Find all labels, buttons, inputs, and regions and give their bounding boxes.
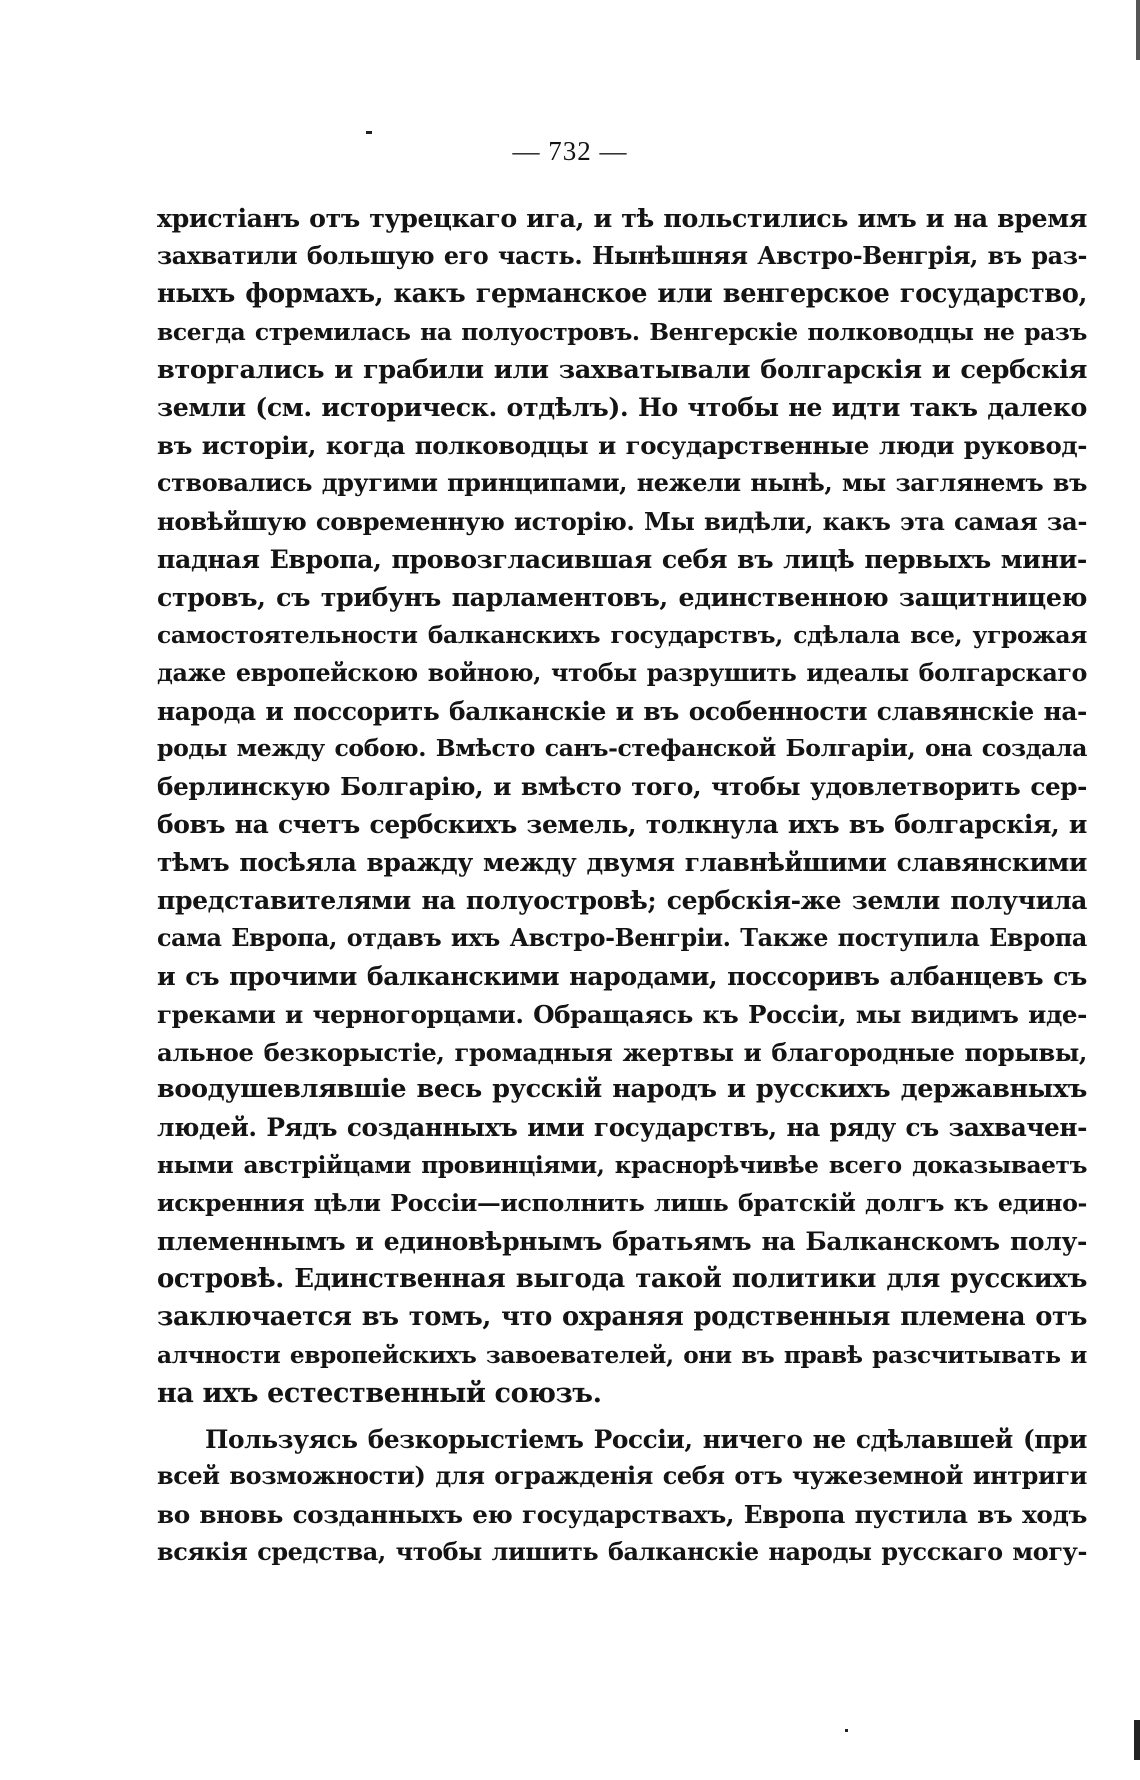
paragraph: [157, 200, 1087, 1413]
paragraph-gap: [157, 1413, 1087, 1421]
text-line: альное безкорыстіе, громадныя жертвы и благородные порывы,: [157, 1037, 1087, 1067]
text-line: во вновь созданныхъ ею государствахъ, Европа пустила въ ходъ: [157, 1500, 1087, 1530]
text-line: и съ прочими балканскими народами, поссоривъ албанцевъ съ: [157, 960, 1087, 991]
scan-speck: [366, 131, 372, 134]
paragraph: [157, 1421, 1087, 1573]
text-line: заключается въ томъ, что охраняя родственныя племена отъ: [157, 1301, 1087, 1332]
text-line: падная Европа, провозгласившая себя въ лицѣ первыхъ мини-: [157, 544, 1087, 575]
text-line: племеннымъ и единовѣрнымъ братьямъ на Балканскомъ полу-: [157, 1226, 1087, 1257]
text-line: ныхъ формахъ, какъ германское или венгерское государство,: [157, 278, 1087, 309]
text-line: тѣмъ посѣяла вражду между двумя главнѣйшими славянскими: [157, 848, 1087, 878]
text-line: ными австрійцами провинціями, краснорѣчивѣе всего доказываетъ: [157, 1152, 1087, 1180]
text-line: всей возможности) для огражденія себя отъ чужеземной интриги: [157, 1462, 1087, 1491]
text-line: христіанъ отъ турецкаго ига, и тѣ польстились имъ и на время: [157, 203, 1087, 233]
text-line: роды между собою. Вмѣсто санъ-стефанской Болгаріи, она создала: [157, 734, 1087, 763]
text-line: всякія средства, чтобы лишить балканскіе народы русскаго могу-: [157, 1538, 1087, 1567]
text-line: на ихъ естественный союзъ.: [157, 1377, 602, 1409]
body-text: [157, 200, 1087, 1572]
text-line: берлинскую Болгарію, и вмѣсто того, чтобы удовлетворить сер-: [157, 772, 1087, 802]
text-line: искренния цѣли Россіи—исполнить лишь братскій долгъ къ едино-: [157, 1189, 1087, 1218]
page-number: — 732 —: [512, 136, 628, 166]
text-line: греками и черногорцами. Обращаясь къ Россіи, мы видимъ иде-: [157, 999, 1087, 1029]
scan-speck: [845, 1729, 848, 1732]
text-line: сама Европа, отдавъ ихъ Австро-Венгріи. Также поступила Европа: [157, 923, 1087, 952]
text-line: земли (см. историческ. отдѣлъ). Но чтобы не идти такъ далеко: [157, 392, 1087, 423]
text-line: въ исторіи, когда полководцы и государственные люди руковод-: [157, 431, 1087, 461]
text-line: даже европейскою войною, чтобы разрушить идеалы болгарскаго: [157, 658, 1087, 687]
text-line: вторгались и грабили или захватывали болгарскія и сербскія: [157, 354, 1087, 385]
text-line: представителями на полуостровѣ; сербскія-же земли получила: [157, 885, 1087, 916]
text-line: ствовались другими принципами, нежели нынѣ, мы заглянемъ въ: [157, 469, 1087, 498]
text-line: стровъ, съ трибунъ парламентовъ, единственною защитницею: [157, 581, 1087, 612]
text-line: людей. Рядъ созданныхъ ими государствъ, на ряду съ захвачен-: [157, 1113, 1087, 1143]
scan-edge-mark: [1134, 1720, 1140, 1760]
scan-edge-mark: [1136, 0, 1140, 60]
text-line: воодушевлявшіе весь русскій народъ и русскихъ державныхъ: [157, 1074, 1087, 1105]
text-line: Пользуясь безкорыстіемъ Россіи, ничего не сдѣлавшей (при: [205, 1424, 1087, 1454]
text-line: захватили большую его часть. Нынѣшняя Австро-Венгрія, въ раз-: [157, 241, 1087, 270]
text-line: новѣйшую современную исторію. Мы видѣли, какъ эта самая за-: [157, 507, 1087, 537]
text-line: островѣ. Единственная выгода такой политики для русскихъ: [157, 1263, 1087, 1294]
text-line: алчности европейскихъ завоевателей, они въ правѣ разсчитывать и: [157, 1341, 1087, 1369]
text-line: самостоятельности балканскихъ государствъ, сдѣлала все, угрожая: [157, 620, 1087, 649]
text-line: всегда стремилась на полуостровъ. Венгерскіе полководцы не разъ: [157, 317, 1087, 346]
text-line: бовъ на счетъ сербскихъ земель, толкнула ихъ въ болгарскія, и: [157, 810, 1087, 840]
text-line: народа и поссорить балканскіе и въ особенности славянскіе на-: [157, 696, 1087, 726]
